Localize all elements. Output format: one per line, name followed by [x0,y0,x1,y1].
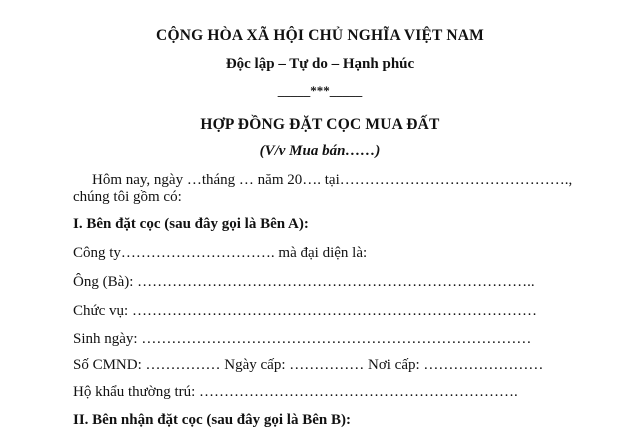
national-motto: Độc lập – Tự do – Hạnh phúc [225,56,415,72]
id-card-field: Số CMND: …………… Ngày cấp: …………… Nơi cấp: …………………… [73,357,544,373]
section-a-heading: I. Bên đặt cọc (sau đây gọi là Bên A): [73,216,309,232]
residence-field: Hộ khẩu thường trú: ………………………………………………………. [73,384,518,400]
document-subtitle: (V/v Mua bán……) [259,143,381,159]
position-field: Chức vụ: ……………………………………………………………………… [73,303,537,319]
section-b-heading: II. Bên nhận đặt cọc (sau đây gọi là Bên B): [73,412,351,428]
intro-line-2: chúng tôi gồm có: [73,189,182,205]
birth-date-field: Sinh ngày: …………………………………………………………………… [73,331,532,347]
document-title: HỢP ĐỒNG ĐẶT CỌC MUA ĐẤT [200,116,440,133]
country-heading: CỘNG HÒA XÃ HỘI CHỦ NGHĨA VIỆT NAM [156,27,484,44]
company-field: Công ty…………………………. mà đại diện là: [73,245,368,261]
intro-line-1: Hôm nay, ngày …tháng … năm 20…. tại………………………………………., [92,172,573,188]
header-separator: _____***_____ [277,83,363,98]
name-field: Ông (Bà): …………………………………………………………………….. [73,274,535,290]
